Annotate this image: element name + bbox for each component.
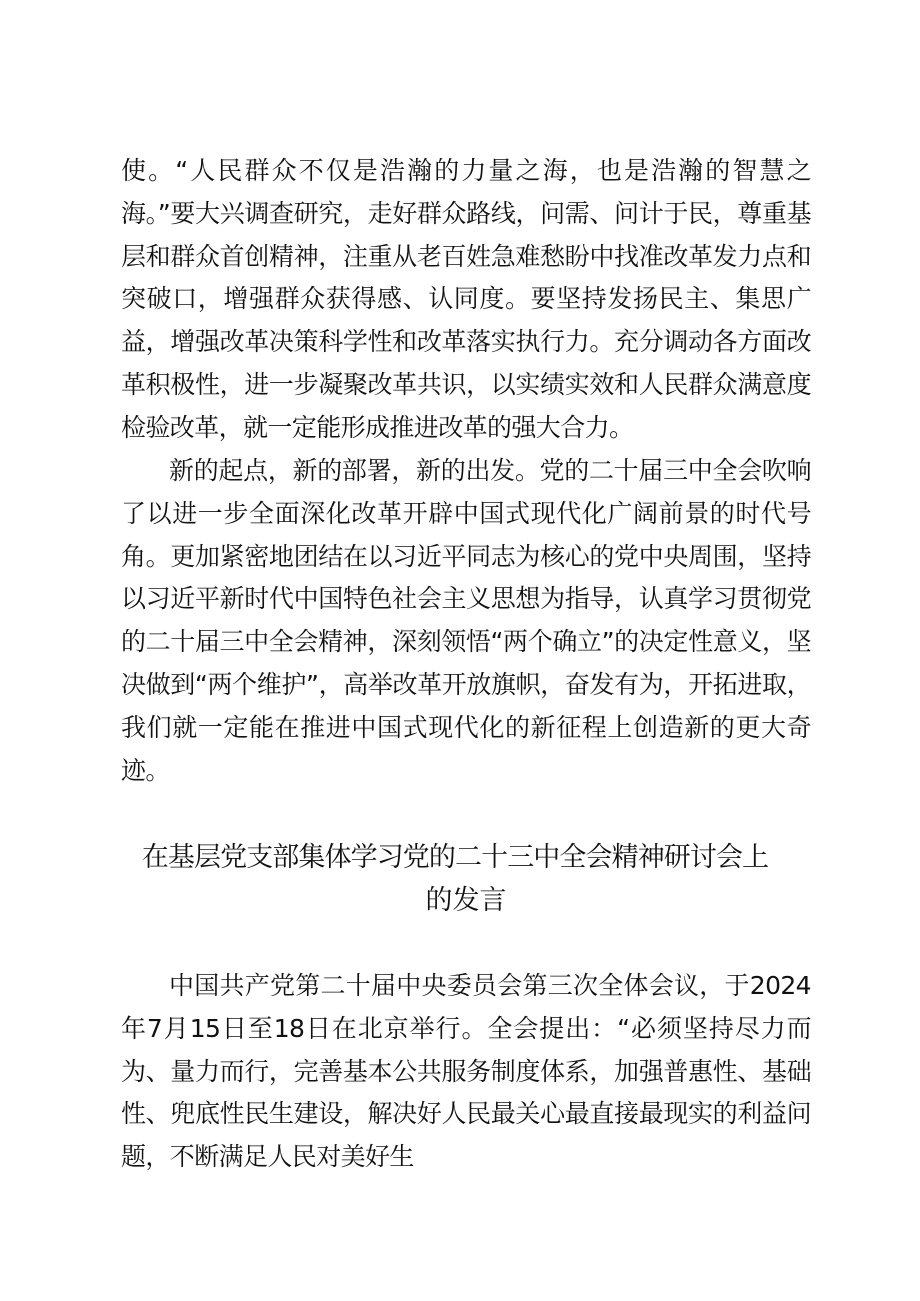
body-paragraph-1: 使。“人民群众不仅是浩瀚的力量之海，也是浩瀚的智慧之海。”要大兴调查研究，走好群众路线，问需、问计于民，尊重基层和群众首创精神，注重从老百姓急难愁盼中找准改革发力点和突破口，增强群众获得感、认同度。要坚持发扬民主、集思广益，增强改革决策科学性和改革落实执行力。充分调动各方面改革积极性，进一步凝聚改革共识，以实绩实效和人民群众满意度检验改革，就一定能形成推进改革的强大合力。: [121, 156, 811, 442]
section-title-line-2: 的发言: [425, 885, 507, 916]
section-paragraph: 中国共产党第二十届中央委员会第三次全体会议，于2024年7月15日至18日在北京举行。全会提出：“必须坚持尽力而为、量力而行，完善基本公共服务制度体系，加强普惠性、基础性、兜底性民生建设，解决好人民最关心最直接最现实的利益问题，不断满足人民对美好生: [121, 971, 811, 1172]
body-paragraph-2: 新的起点，新的部署，新的出发。党的二十届三中全会吹响了以进一步全面深化改革开辟中国式现代化广阔前景的时代号角。更加紧密地团结在以习近平同志为核心的党中央周围，坚持以习近平新时代中国特色社会主义思想为指导，认真学习贯彻党的二十届三中全会精神，深刻领悟“两个确立”的决定性意义，坚决做到“两个维护”，高举改革开放旗帜，奋发有为，开拓进取，我们就一定能在推进中国式现代化的新征程上创造新的更大奇迹。: [121, 456, 811, 785]
section-title-line-1: 在基层党支部集体学习党的二十三中全会精神研讨会上: [141, 842, 769, 873]
